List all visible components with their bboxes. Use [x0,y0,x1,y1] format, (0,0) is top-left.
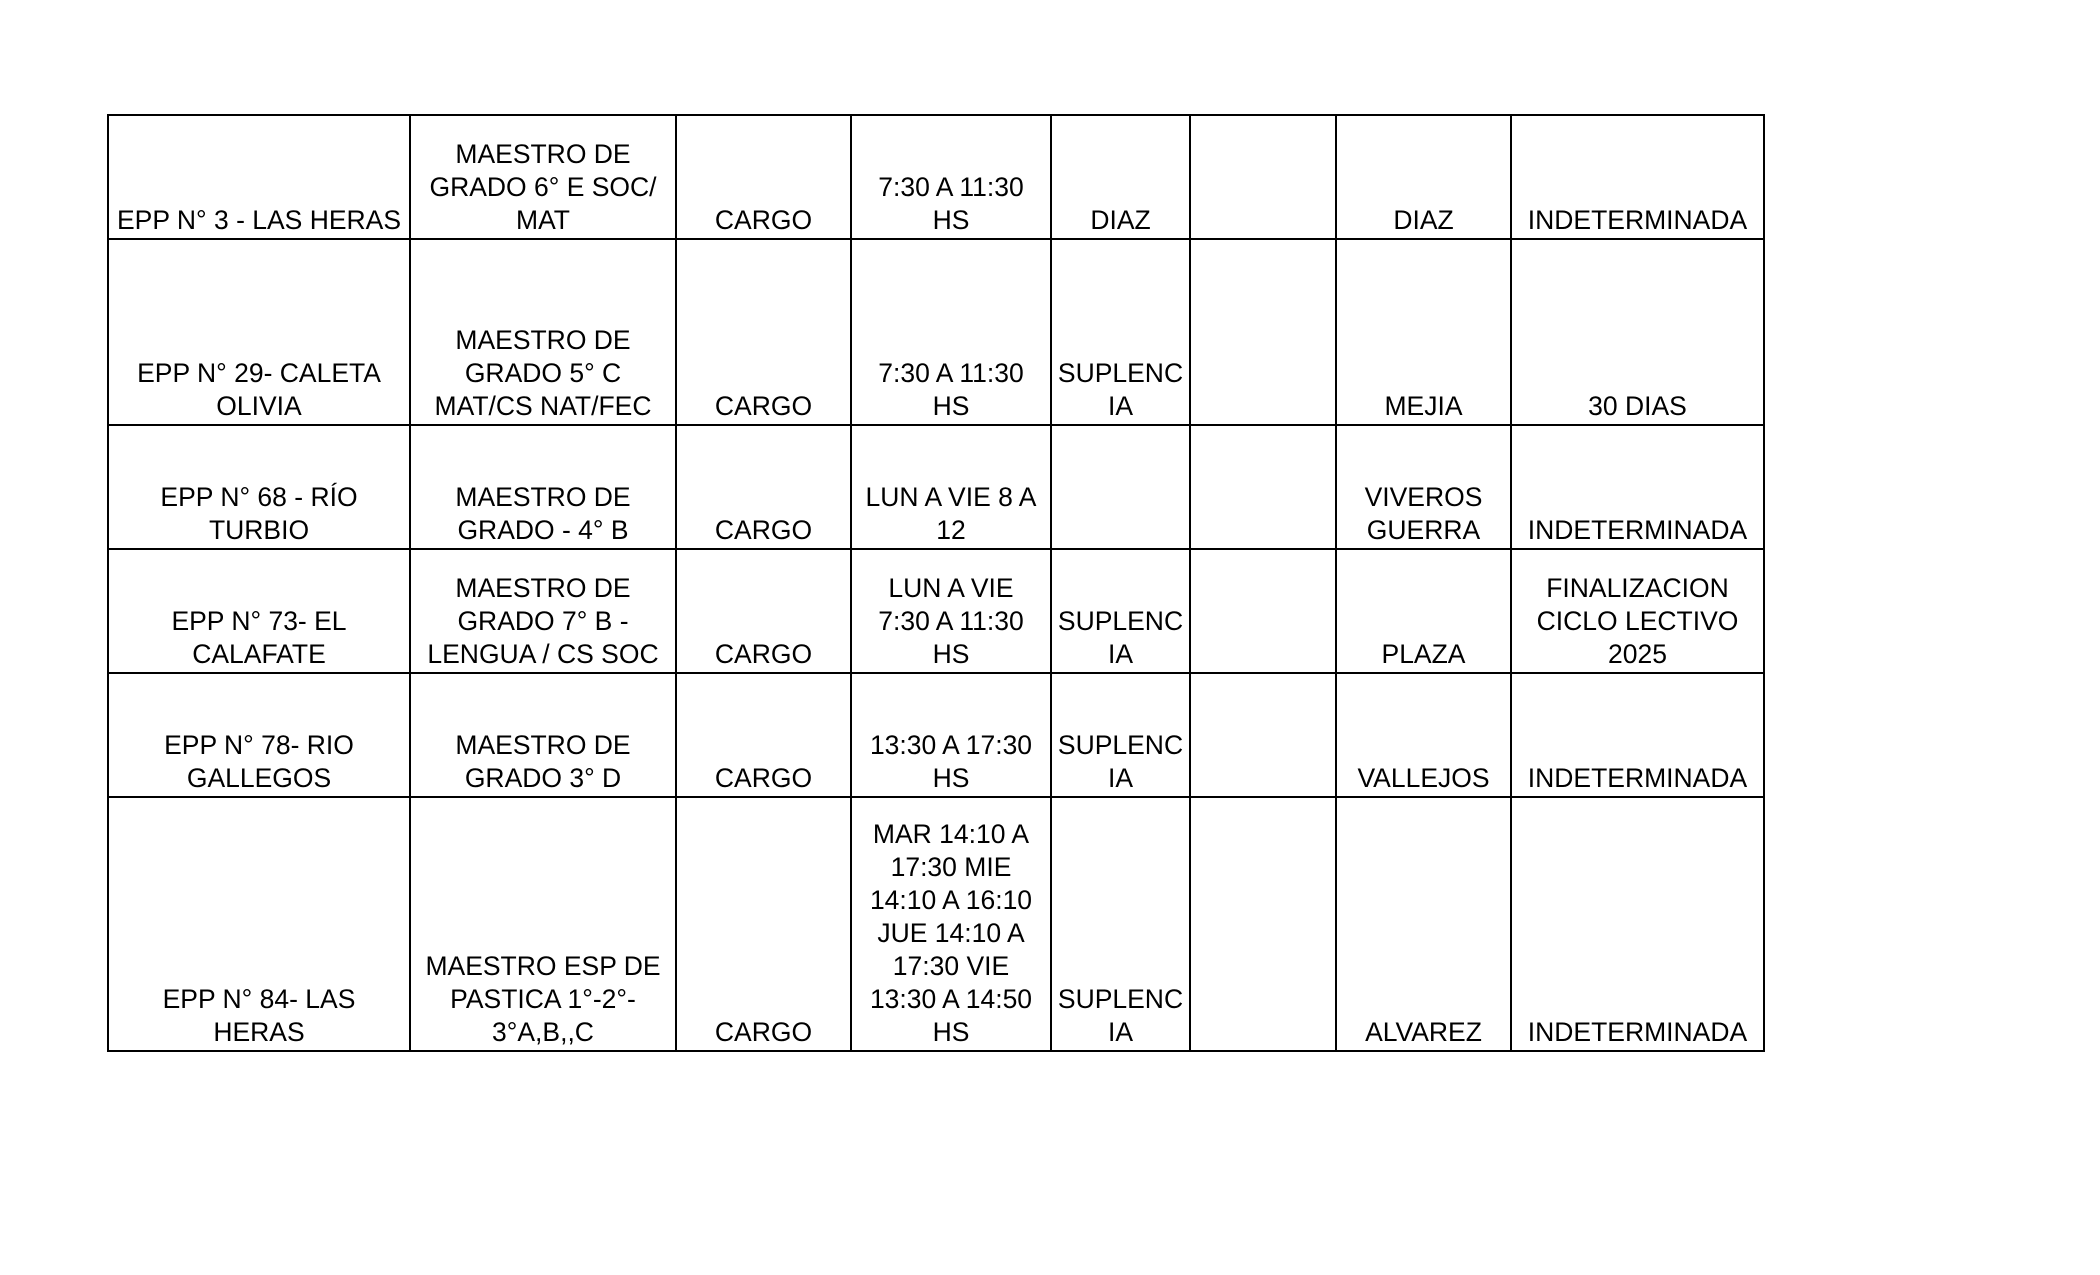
blank-cell [1190,115,1336,239]
status-cell-line: SUPLENC [1057,984,1184,1014]
position-cell-line: MAESTRO DE [455,573,631,603]
blank-cell [1190,797,1336,1051]
schedule-cell-line: HS [932,205,970,235]
schedule-cell [851,797,1051,1051]
schedule-cell [851,673,1051,797]
position-cell-line: GRADO 3° D [464,763,622,793]
type-cell-line: CARGO [714,205,813,235]
type-cell [676,549,851,673]
schedule-cell-line: 12 [936,515,966,545]
status-cell [1051,797,1190,1051]
status-cell-line: SUPLENC [1057,358,1184,388]
schedule-cell-line: HS [932,639,970,669]
name-cell [1336,239,1511,425]
school-cell-line: EPP N° 73- EL [171,606,347,636]
schedule-cell [851,549,1051,673]
schedule-cell [851,115,1051,239]
duration-cell-line: CICLO LECTIVO [1536,606,1739,636]
position-cell-line: LENGUA / CS SOC [427,639,659,669]
schedule-cell-line: JUE 14:10 A [877,918,1025,948]
position-cell-line: MAESTRO DE [455,325,631,355]
status-cell [1051,549,1190,673]
type-cell-line: CARGO [714,639,813,669]
blank-cell [1190,673,1336,797]
school-cell-line: EPP N° 3 - LAS HERAS [116,205,402,235]
schedule-cell-line: 7:30 A 11:30 [878,606,1024,636]
schedule-cell-line: 13:30 A 17:30 [869,730,1033,760]
status-cell-line: DIAZ [1090,205,1151,235]
duration-cell [1511,425,1764,549]
school-cell-line: HERAS [213,1017,305,1047]
status-cell-line: IA [1107,1017,1134,1047]
position-cell-line: MAT/CS NAT/FEC [434,391,652,421]
position-cell-line: GRADO 6° E SOC/ [429,172,657,202]
position-cell-line: GRADO - 4° B [457,515,629,545]
type-cell-line: CARGO [714,391,813,421]
name-cell [1336,115,1511,239]
school-cell [108,239,410,425]
schedule-cell-line: HS [932,763,970,793]
school-cell-line: EPP N° 78- RIO [164,730,354,760]
vacancy-table [107,114,1765,1052]
position-cell [410,673,676,797]
position-cell-line: MAESTRO DE [455,139,631,169]
duration-cell-line: 30 DIAS [1588,391,1687,421]
schedule-cell-line: LUN A VIE [888,573,1014,603]
status-cell [1051,425,1190,549]
name-cell-line: GUERRA [1366,515,1481,545]
school-cell [108,797,410,1051]
type-cell-line: CARGO [714,515,813,545]
schedule-cell-line: 13:30 A 14:50 [869,984,1033,1014]
type-cell [676,239,851,425]
status-cell [1051,673,1190,797]
school-cell-line: EPP N° 84- LAS [162,984,356,1014]
position-cell [410,425,676,549]
position-cell [410,797,676,1051]
duration-cell [1511,797,1764,1051]
position-cell-line: MAESTRO ESP DE [425,951,661,981]
table-row [108,549,1764,673]
duration-cell-line: INDETERMINADA [1527,515,1748,545]
duration-cell-line: INDETERMINADA [1527,763,1748,793]
name-cell-line: VALLEJOS [1357,763,1490,793]
type-cell-line: CARGO [714,763,813,793]
table-row [108,239,1764,425]
status-cell-line: SUPLENC [1057,606,1184,636]
table-row [108,115,1764,239]
position-cell [410,239,676,425]
duration-cell [1511,673,1764,797]
position-cell-line: PASTICA 1°-2°- [450,984,636,1014]
status-cell-line: SUPLENC [1057,730,1184,760]
duration-cell-line: 2025 [1608,639,1667,669]
name-cell-line: DIAZ [1393,205,1454,235]
position-cell-line: MAESTRO DE [455,730,631,760]
school-cell [108,673,410,797]
school-cell [108,425,410,549]
schedule-cell [851,425,1051,549]
position-cell-line: MAESTRO DE [455,482,631,512]
type-cell [676,797,851,1051]
blank-cell [1190,239,1336,425]
blank-cell [1190,425,1336,549]
name-cell-line: PLAZA [1381,639,1466,669]
duration-cell [1511,549,1764,673]
schedule-cell-line: 7:30 A 11:30 [878,358,1024,388]
duration-cell-line: INDETERMINADA [1527,205,1748,235]
name-cell [1336,797,1511,1051]
schedule-cell-line: MAR 14:10 A [872,819,1030,849]
blank-cell [1190,549,1336,673]
schedule-cell-line: 7:30 A 11:30 [878,172,1024,202]
status-cell-line: IA [1107,763,1134,793]
schedule-cell-line: HS [932,1017,970,1047]
school-cell-line: EPP N° 29- CALETA [137,358,381,388]
duration-cell-line: INDETERMINADA [1527,1017,1748,1047]
type-cell [676,115,851,239]
school-cell [108,115,410,239]
name-cell [1336,549,1511,673]
vacancy-table-body [108,115,1764,1051]
status-cell [1051,239,1190,425]
school-cell-line: GALLEGOS [186,763,332,793]
schedule-cell-line: 17:30 MIE [890,852,1012,882]
position-cell-line: GRADO 5° C [464,358,622,388]
position-cell-line: MAT [516,205,570,235]
school-cell-line: EPP N° 68 - RÍO [160,482,358,512]
duration-cell-line: FINALIZACION [1546,573,1729,603]
schedule-cell-line: HS [932,391,970,421]
table-row [108,673,1764,797]
schedule-cell-line: 17:30 VIE [892,951,1010,981]
schedule-cell [851,239,1051,425]
duration-cell [1511,239,1764,425]
duration-cell [1511,115,1764,239]
position-cell [410,549,676,673]
table-row [108,797,1764,1051]
name-cell-line: ALVAREZ [1365,1017,1482,1047]
name-cell-line: MEJIA [1384,391,1463,421]
position-cell-line: GRADO 7° B - [457,606,629,636]
position-cell [410,115,676,239]
type-cell [676,673,851,797]
name-cell [1336,673,1511,797]
school-cell-line: CALAFATE [192,639,326,669]
schedule-cell-line: 14:10 A 16:10 [869,885,1033,915]
school-cell [108,549,410,673]
position-cell-line: 3°A,B,,C [492,1017,594,1047]
name-cell [1336,425,1511,549]
table-row [108,425,1764,549]
name-cell-line: VIVEROS [1364,482,1483,512]
school-cell-line: OLIVIA [216,391,302,421]
schedule-cell-line: LUN A VIE 8 A [865,482,1037,512]
type-cell-line: CARGO [714,1017,813,1047]
status-cell [1051,115,1190,239]
type-cell [676,425,851,549]
status-cell-line: IA [1107,391,1134,421]
status-cell-line: IA [1107,639,1134,669]
school-cell-line: TURBIO [208,515,310,545]
